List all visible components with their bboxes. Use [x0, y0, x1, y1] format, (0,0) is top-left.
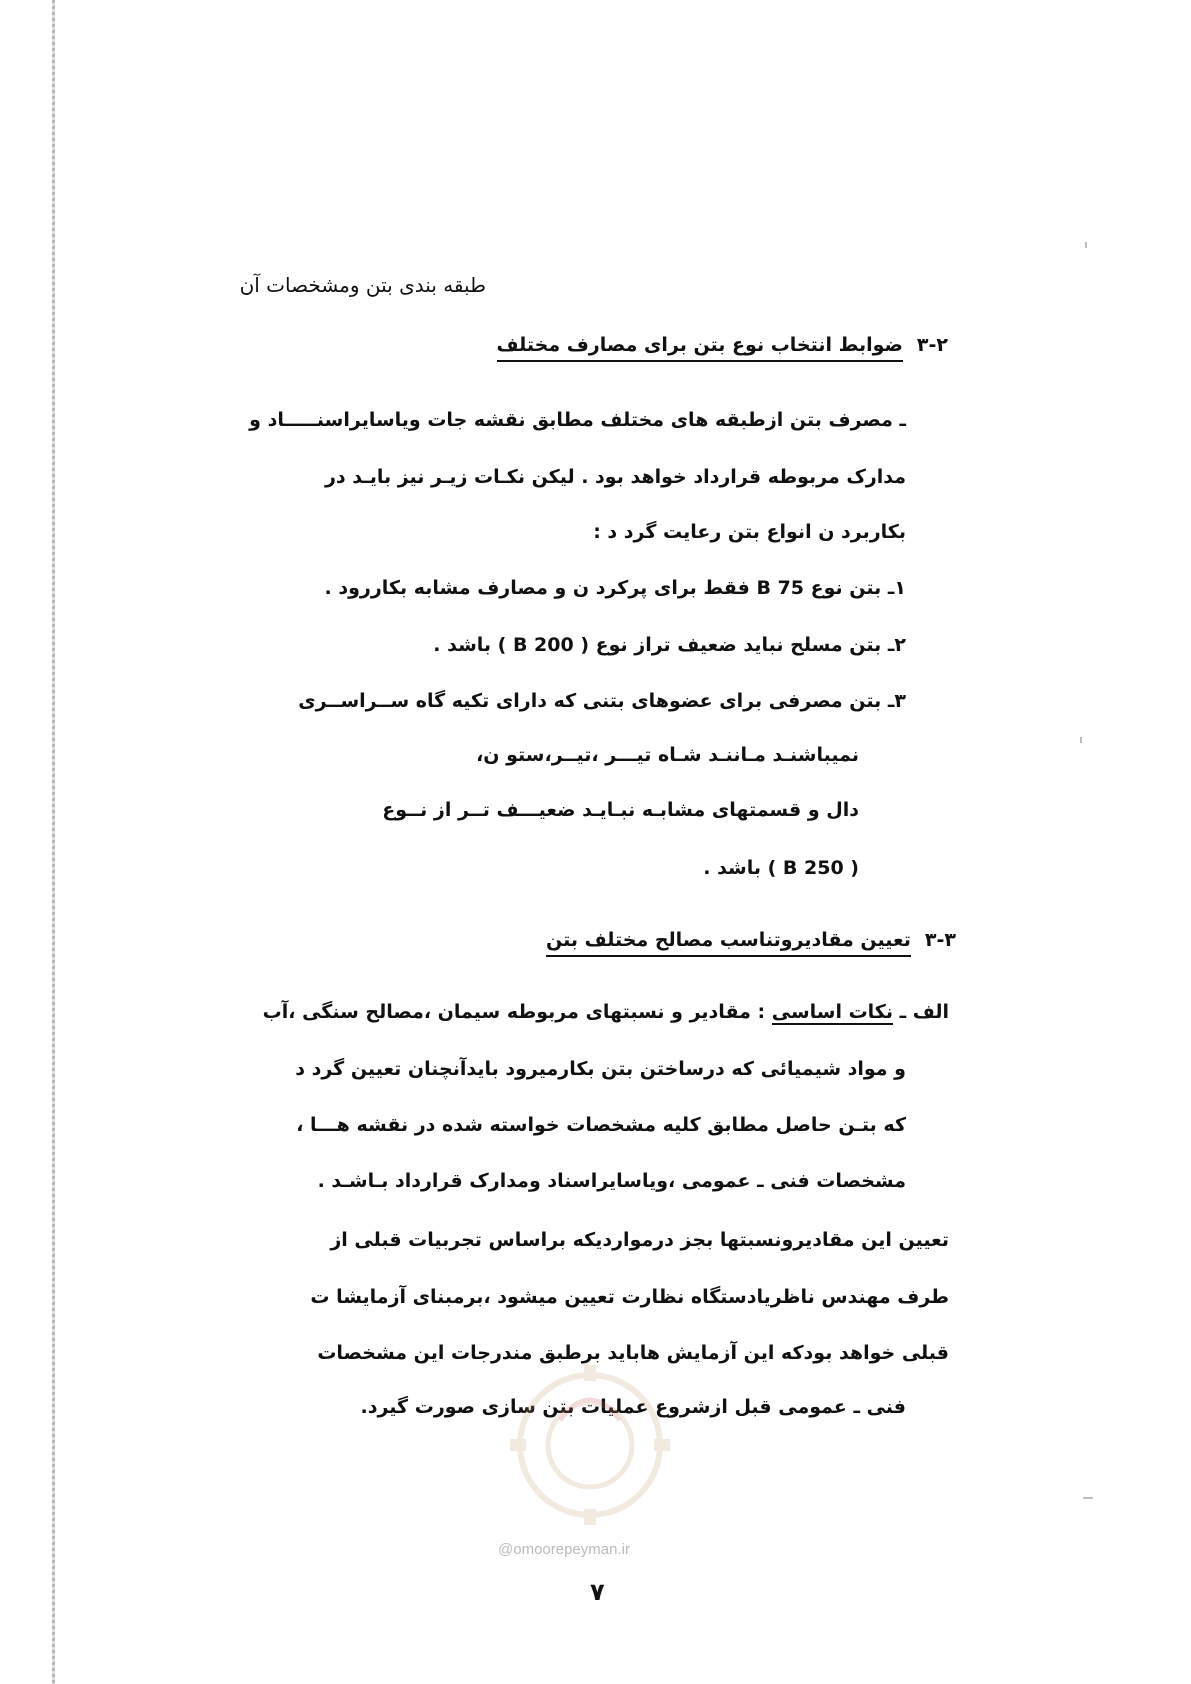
- paragraph-line: که بتـن حاصل مطابق کلیه مشخصات خواسته شده در نقشه هـــا ،: [296, 1114, 906, 1136]
- list-item: ۳ـ بتن مصرفی برای عضوهای بتنی که دارای تکیه گاه ســراســری: [298, 690, 906, 712]
- section-title: ضوابط انتخاب نوع بتن برای مصارف مختلف: [497, 334, 903, 362]
- scan-speck: [1083, 1497, 1093, 1499]
- section-number: ۳-۳: [924, 929, 956, 951]
- label-prefix: الف ـ: [899, 1001, 949, 1023]
- section-title: تعیین مقادیروتناسب مصالح مختلف بتن: [546, 929, 911, 957]
- section-2-3-heading: [497, 330, 949, 360]
- paragraph-line: ـ مصرف بتن ازطبقه های مختلف مطابق نقشه جات ویاسایراسنـــــاد و: [249, 409, 906, 431]
- list-item-continuation: نمیباشنـد مـاننـد شـاه تیـــر ،تیــر،ستو ن،: [476, 744, 859, 766]
- page-header: طبقه بندی بتن ومشخصات آن: [239, 273, 486, 297]
- list-item: ۱ـ بتن نوع B 75 فقط برای پرکرد ن و مصارف مشابه بکاررود .: [324, 577, 906, 599]
- section-number: ۳-۲: [916, 334, 948, 356]
- paragraph-line: تعیین این مقادیرونسبتها بجز درمواردیکه براساس تجربیات قبلی از: [330, 1229, 949, 1251]
- scan-speck: [1080, 737, 1082, 743]
- section-3-3-heading: [546, 925, 956, 955]
- paragraph-first-line: [263, 997, 949, 1027]
- paragraph-line: قبلی خواهد بودکه این آزمایش هاباید برطبق مندرجات این مشخصات: [317, 1342, 949, 1364]
- scan-edge: [52, 0, 55, 1684]
- paragraph-line: مشخصات فنی ـ عمومی ،ویاسایراسناد ومدارک قرارداد بـاشـد .: [317, 1170, 906, 1192]
- page-number: ۷: [590, 1578, 605, 1606]
- list-item-continuation: دال و قسمتهای مشابـه نبـایـد ضعیـــف تــر از نــوع: [382, 799, 859, 821]
- watermark-text: @omoorepeyman.ir: [498, 1541, 630, 1558]
- paragraph-line: طرف مهندس ناظریادستگاه نظارت تعیین میشود ،برمبنای آزمایشا ت: [310, 1286, 949, 1308]
- label-underlined: نکات اساسی: [771, 1001, 893, 1023]
- paragraph-line: فنی ـ عمومی قبل ازشروع عملیات بتن سازی صورت گیرد.: [360, 1396, 906, 1418]
- list-item-continuation: ( B 250 ) باشد .: [703, 857, 859, 879]
- scan-speck: [1085, 242, 1087, 248]
- list-item: ۲ـ بتن مسلح نباید ضعیف تراز نوع ( B 200 ) باشد .: [433, 634, 906, 656]
- watermark-seal-icon: [500, 1350, 680, 1530]
- paragraph-line: مدارک مربوطه قرارداد خواهد بود . لیکن نکـات زیـر نیز بایـد در: [324, 466, 906, 488]
- paragraph-line: بکاربرد ن انواع بتن رعایت گرد د :: [593, 521, 906, 543]
- first-line-rest: : مقادیر و نسبتهای مربوطه سیمان ،مصالح سنگی ،آب: [262, 1001, 766, 1023]
- paragraph-line: و مواد شیمیائی که درساختن بتن بکارمیرود بایدآنچنان تعیین گرد د: [295, 1058, 906, 1080]
